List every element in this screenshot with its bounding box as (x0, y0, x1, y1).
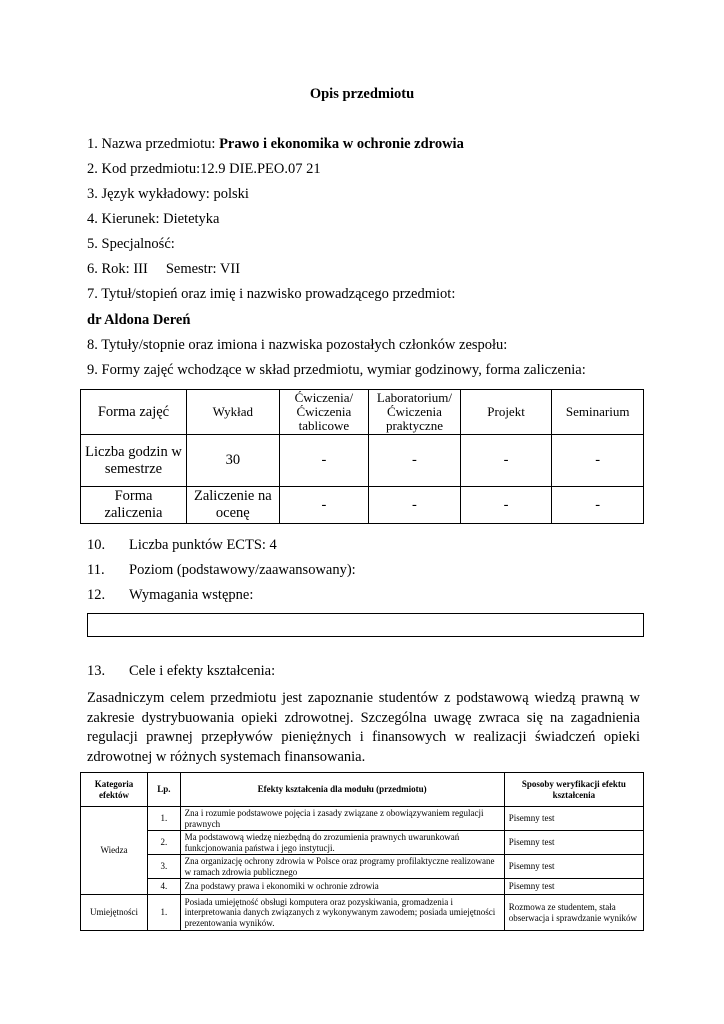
item-number: 12. (87, 587, 106, 603)
effect-text: Zna organizację ochrony zdrowia w Polsce oraz programy profilaktyczne realizowane w ramach zdrowia publicznego (180, 855, 504, 879)
effect-row (81, 855, 644, 879)
forms-cell: - (460, 487, 552, 524)
item-number: 13. (87, 663, 106, 679)
prerequisites-box (87, 613, 644, 637)
forms-cell: Forma zaliczenia (81, 487, 187, 524)
forms-cell: - (279, 487, 369, 524)
effects-header-cell: Efekty kształcenia dla modułu (przedmiotu) (180, 773, 504, 807)
year-semester-line (87, 261, 240, 278)
forms-header-row (81, 390, 644, 435)
forms-cell: - (552, 435, 644, 487)
forms-credit-row (81, 487, 644, 524)
effect-method: Pisemny test (504, 831, 643, 855)
forms-hours-row (81, 435, 644, 487)
category-umiejetnosci: Umiejętności (81, 895, 148, 931)
effect-lp: 3. (148, 855, 181, 879)
team-line: 8. Tytuły/stopnie oraz imiona i nazwiska pozostałych członków zespołu: (87, 337, 508, 353)
subject-code-line: 2. Kod przedmiotu:12.9 DIE.PEO.07 21 (87, 161, 321, 177)
goal-paragraph: Zasadniczym celem przedmiotu jest zapoznanie studentów z podstawową wiedzą prawną w zakresie dystrybuowania opieki zdrowotnej. Szczególna uwagę zwraca się na zagadnienia regulacji prawnej przepływów pieniężnych i finansowych w realizacji świadczeń opieki zdrowotnej w różnych systemach finansowania. (87, 690, 640, 765)
forms-cell: - (369, 487, 461, 524)
forms-cell: Liczba godzin w semestrze (81, 435, 187, 487)
subject-name-label: 1. Nazwa przedmiotu: (87, 136, 220, 152)
specialty-line: 5. Specjalność: (87, 236, 175, 252)
forms-cell: - (279, 435, 369, 487)
goals-text: Cele i efekty kształcenia: (129, 663, 276, 679)
effect-text: Posiada umiejętność obsługi komputera oraz pozyskiwania, gromadzenia i interpretowania danych związanych z wykonywanym zawodem; posiada umiejętności prezentowania wyników. (180, 895, 504, 931)
effects-header-cell: Sposoby weryfikacji efektu kształcenia (504, 773, 643, 807)
effects-table (80, 772, 644, 931)
effects-header-cell: Lp. (148, 773, 181, 807)
item-number: 10. (87, 537, 106, 553)
level-text: Poziom (podstawowy/zaawansowany): (129, 562, 356, 578)
effect-text: Zna i rozumie podstawowe pojęcia i zasady związane z obowiązywaniem regulacji prawnych (180, 807, 504, 831)
subject-name-value: Prawo i ekonomika w ochronie zdrowia (219, 136, 464, 152)
forms-table (80, 389, 644, 524)
forms-cell: - (460, 435, 552, 487)
effect-row (81, 807, 644, 831)
effect-lp: 4. (148, 879, 181, 895)
page-title: Opis przedmiotu (309, 86, 415, 102)
effects-header-row (81, 773, 644, 807)
effect-row (81, 895, 644, 931)
field-line: 4. Kierunek: Dietetyka (87, 211, 220, 227)
effects-header-cell: Kategoria efektów (81, 773, 148, 807)
forms-cell: - (552, 487, 644, 524)
forms-cell: 30 (187, 435, 280, 487)
language-line: 3. Język wykładowy: polski (87, 186, 249, 202)
forms-header-cell: Seminarium (552, 390, 644, 435)
forms-header-cell: Laboratorium/ Ćwiczenia praktyczne (369, 390, 461, 435)
level-line (87, 562, 356, 579)
lecturer-label-line: 7. Tytuł/stopień oraz imię i nazwisko prowadzącego przedmiot: (87, 286, 456, 302)
forms-header-cell: Ćwiczenia/ Ćwiczenia tablicowe (279, 390, 369, 435)
effect-lp: 2. (148, 831, 181, 855)
effect-text: Ma podstawową wiedzę niezbędną do zrozumienia prawnych uwarunkowań funkcjonowania państwa i jego instytucji. (180, 831, 504, 855)
effect-method: Pisemny test (504, 807, 643, 831)
effect-text: Zna podstawy prawa i ekonomiki w ochronie zdrowia (180, 879, 504, 895)
forms-line: 9. Formy zajęć wchodzące w skład przedmiotu, wymiar godzinowy, forma zaliczenia: (87, 362, 586, 378)
item-number: 11. (87, 562, 105, 578)
effect-method: Pisemny test (504, 855, 643, 879)
category-wiedza: Wiedza (81, 807, 148, 895)
subject-name-line (87, 136, 464, 153)
effect-method: Rozmowa ze studentem, stała obserwacja i sprawdzanie wyników (504, 895, 643, 931)
ects-text: Liczba punktów ECTS: 4 (129, 537, 277, 553)
prerequisites-line (87, 587, 253, 604)
forms-header-cell: Forma zajęć (81, 390, 187, 435)
prerequisites-text: Wymagania wstępne: (129, 587, 254, 603)
goals-line (87, 663, 275, 680)
lecturer-name: dr Aldona Dereń (87, 312, 191, 328)
forms-cell: Zaliczenie na ocenę (187, 487, 280, 524)
year-text: 6. Rok: III (87, 261, 148, 277)
forms-header-cell: Wykład (187, 390, 280, 435)
forms-header-cell: Projekt (460, 390, 552, 435)
effect-row (81, 831, 644, 855)
effect-row (81, 879, 644, 895)
ects-line (87, 537, 277, 554)
effect-lp: 1. (148, 895, 181, 931)
effect-method: Pisemny test (504, 879, 643, 895)
forms-cell: - (369, 435, 461, 487)
effect-lp: 1. (148, 807, 181, 831)
semester-text: Semestr: VII (165, 261, 241, 277)
